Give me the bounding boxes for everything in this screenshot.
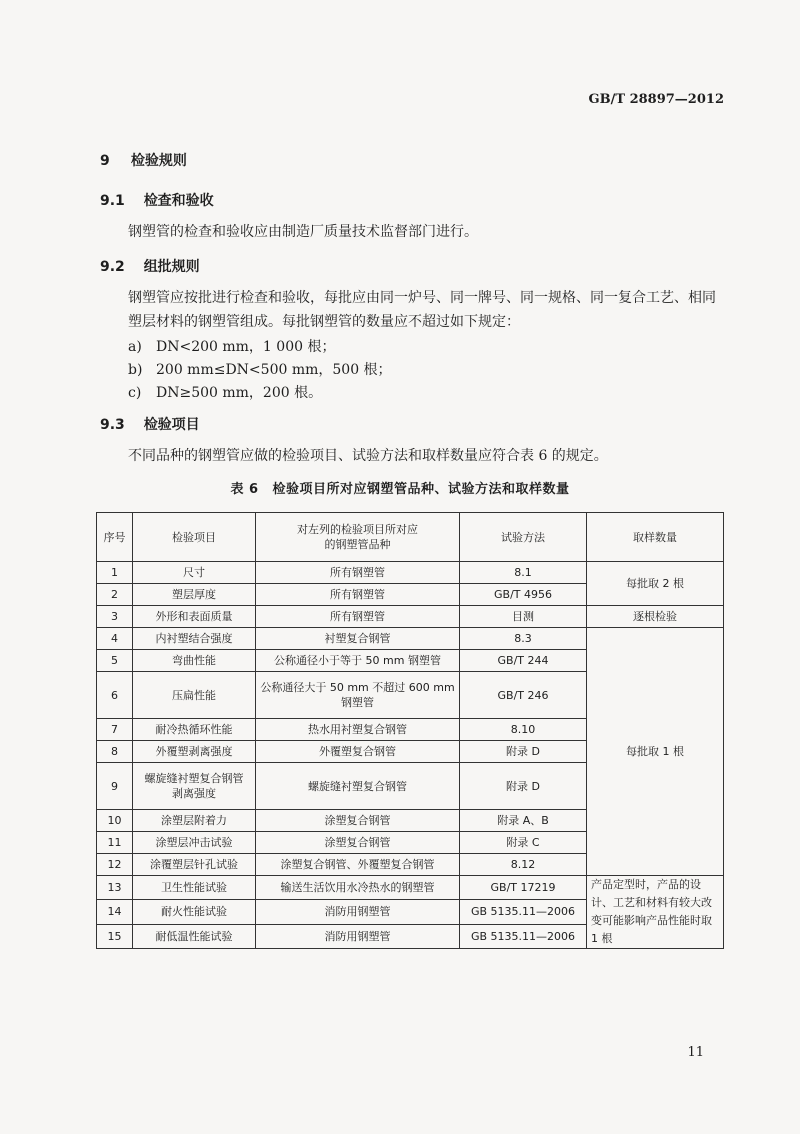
cell: 8.10 (460, 719, 587, 741)
cell: 涂塑复合钢管 (256, 810, 460, 832)
cell: 公称通径小于等于 50 mm 钢塑管 (256, 650, 460, 672)
cell: 卫生性能试验 (133, 876, 256, 900)
cell: 公称通径大于 50 mm 不超过 600 mm 钢塑管 (256, 672, 460, 719)
cell: GB/T 17219 (460, 876, 587, 900)
cell: 13 (97, 876, 133, 900)
table-row (97, 606, 724, 628)
list-label: a) (128, 339, 142, 355)
cell: 附录 D (460, 763, 587, 810)
section-number: 9.1 (100, 193, 125, 209)
cell: 外覆塑剥离强度 (133, 741, 256, 763)
header-cell: 序号 (97, 513, 133, 562)
cell: 3 (97, 606, 133, 628)
cell: 塑层厚度 (133, 584, 256, 606)
list-text: 200 mm≤DN<500 mm，500 根； (156, 362, 392, 378)
cell: 耐低温性能试验 (133, 924, 256, 948)
cell: 8.3 (460, 628, 587, 650)
sampling-cell: 每批取 1 根 (587, 628, 724, 876)
cell: 涂覆塑层针孔试验 (133, 854, 256, 876)
cell: 8 (97, 741, 133, 763)
cell: 弯曲性能 (133, 650, 256, 672)
section-9-2-text (100, 286, 720, 334)
cell: 6 (97, 672, 133, 719)
cell: 涂塑层附着力 (133, 810, 256, 832)
section-9-1-text (100, 220, 720, 244)
section-9-1-heading (100, 190, 214, 210)
section-number: 9.3 (100, 417, 125, 433)
cell: 螺旋缝衬塑复合钢管 (256, 763, 460, 810)
header-cell: 取样数量 (587, 513, 724, 562)
cell: 1 (97, 562, 133, 584)
cell: 涂塑复合钢管、外覆塑复合钢管 (256, 854, 460, 876)
cell: GB/T 244 (460, 650, 587, 672)
cell: 附录 C (460, 832, 587, 854)
cell: GB/T 4956 (460, 584, 587, 606)
cell: 尺寸 (133, 562, 256, 584)
cell: 7 (97, 719, 133, 741)
table-title: 检验项目所对应钢塑管品种、试验方法和取样数量 (272, 482, 570, 497)
cell: 目测 (460, 606, 587, 628)
cell: 涂塑复合钢管 (256, 832, 460, 854)
table-header-row (97, 513, 724, 562)
list-item (128, 382, 322, 402)
section-9-3-heading (100, 414, 200, 434)
cell: 附录 A、B (460, 810, 587, 832)
cell: GB 5135.11—2006 (460, 900, 587, 924)
cell: 8.1 (460, 562, 587, 584)
cell: 所有钢塑管 (256, 584, 460, 606)
header-cell: 检验项目 (133, 513, 256, 562)
cell: 9 (97, 763, 133, 810)
cell: 所有钢塑管 (256, 606, 460, 628)
cell: 10 (97, 810, 133, 832)
cell: 外覆塑复合钢管 (256, 741, 460, 763)
paragraph: 钢塑管应按批进行检查和验收，每批应由同一炉号、同一牌号、同一规格、同一复合工艺、相同塑层材料的钢塑管组成。每批钢塑管的数量应不超过如下规定： (128, 290, 716, 330)
cell: 5 (97, 650, 133, 672)
cell: 2 (97, 584, 133, 606)
cell: 11 (97, 832, 133, 854)
table-row (97, 876, 724, 900)
section-title: 检验项目 (143, 417, 200, 433)
list-text: DN<200 mm，1 000 根； (156, 339, 336, 355)
cell: 输送生活饮用水冷热水的钢塑管 (256, 876, 460, 900)
paragraph: 不同品种的钢塑管应做的检验项目、试验方法和取样数量应符合表 6 的规定。 (128, 448, 608, 464)
cell: 附录 D (460, 741, 587, 763)
standard-number: GB/T 28897—2012 (588, 92, 724, 107)
sampling-cell: 产品定型时，产品的设计、工艺和材料有较大改变可能影响产品性能时取 1 根 (587, 876, 724, 949)
cell: 耐火性能试验 (133, 900, 256, 924)
table-number: 表 6 (230, 482, 259, 497)
section-9-heading (100, 150, 187, 170)
list-text: DN≥500 mm，200 根。 (156, 385, 323, 401)
section-number: 9 (100, 153, 110, 169)
paragraph: 钢塑管的检查和验收应由制造厂质量技术监督部门进行。 (128, 224, 478, 240)
cell: 消防用钢塑管 (256, 924, 460, 948)
cell: 涂塑层冲击试验 (133, 832, 256, 854)
table-row (97, 628, 724, 650)
cell: 所有钢塑管 (256, 562, 460, 584)
list-label: c) (128, 385, 142, 401)
section-title: 检验规则 (130, 153, 187, 169)
cell: 热水用衬塑复合钢管 (256, 719, 460, 741)
cell: GB/T 246 (460, 672, 587, 719)
cell: 螺旋缝衬塑复合钢管剥离强度 (133, 763, 256, 810)
cell: 消防用钢塑管 (256, 900, 460, 924)
table-row (97, 562, 724, 584)
list-item (128, 359, 392, 379)
cell: 内衬塑结合强度 (133, 628, 256, 650)
header-cell: 试验方法 (460, 513, 587, 562)
cell: 14 (97, 900, 133, 924)
cell: 4 (97, 628, 133, 650)
section-number: 9.2 (100, 259, 125, 275)
section-9-2-heading (100, 256, 200, 276)
list-item (128, 336, 335, 356)
sampling-cell: 逐根检验 (587, 606, 724, 628)
cell: 8.12 (460, 854, 587, 876)
inspection-table (96, 512, 724, 949)
header-cell: 对左列的检验项目所对应的钢塑管品种 (256, 513, 460, 562)
cell: 12 (97, 854, 133, 876)
section-title: 组批规则 (143, 259, 200, 275)
cell: 15 (97, 924, 133, 948)
cell: 压扁性能 (133, 672, 256, 719)
section-title: 检查和验收 (143, 193, 214, 209)
cell: 耐冷热循环性能 (133, 719, 256, 741)
cell: 外形和表面质量 (133, 606, 256, 628)
sampling-cell: 每批取 2 根 (587, 562, 724, 606)
list-label: b) (128, 362, 143, 378)
cell: GB 5135.11—2006 (460, 924, 587, 948)
page-number: 11 (687, 1045, 704, 1060)
section-9-3-text (100, 444, 720, 468)
table-caption (0, 478, 800, 497)
cell: 衬塑复合钢管 (256, 628, 460, 650)
